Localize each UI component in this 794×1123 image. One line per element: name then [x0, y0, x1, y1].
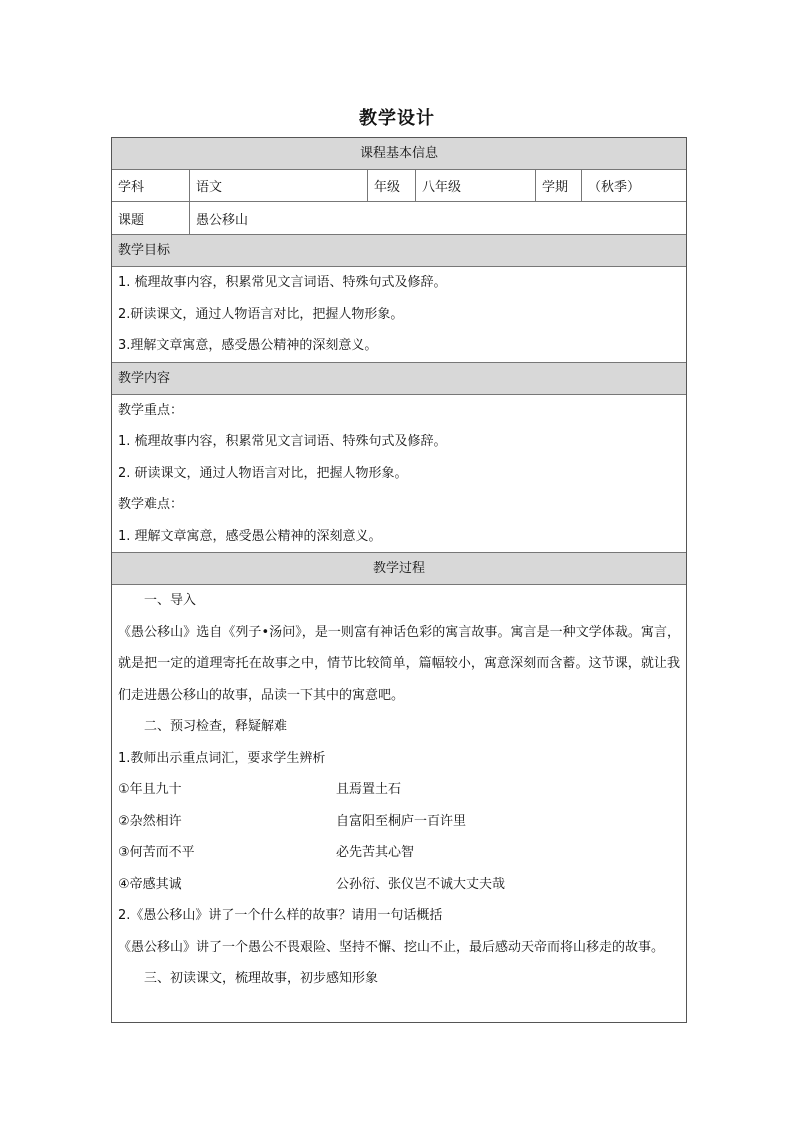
vocab-row — [112, 774, 686, 806]
grade-label: 年级 — [368, 170, 416, 201]
difficult-point-item: 1. 理解文章寓意，感受愚公精神的深刻意义。 — [118, 528, 382, 544]
goal-item: 3.理解文章寓意，感受愚公精神的深刻意义。 — [118, 338, 378, 353]
topic-row — [112, 202, 686, 235]
basic-info-row — [112, 170, 686, 202]
vocab-left: ④帝感其诚 — [118, 876, 182, 892]
goal-item: 2.研读课文，通过人物语言对比，把握人物形象。 — [118, 306, 404, 322]
content-header: 教学内容 — [112, 363, 686, 395]
vocab-right: 自富阳至桐庐一百许里 — [336, 813, 467, 829]
section-preview-heading: 二、预习检查，释疑解难 — [144, 719, 288, 734]
process-body — [112, 585, 686, 1022]
document-title: 教学设计 — [359, 108, 435, 129]
lesson-plan-table — [111, 137, 687, 1023]
key-point-item: 2. 研读课文，通过人物语言对比，把握人物形象。 — [118, 465, 408, 481]
vocab-right: 公孙衍、张仪岂不诚大丈夫哉 — [336, 876, 506, 892]
vocab-row — [112, 837, 686, 869]
vocab-row — [112, 869, 686, 901]
basic-info-header: 课程基本信息 — [112, 138, 686, 170]
vocab-row — [112, 806, 686, 838]
vocab-right: 必先苦其心智 — [336, 845, 415, 860]
difficult-points-label: 教学难点： — [118, 497, 184, 512]
term-label: 学期 — [536, 170, 582, 201]
key-points-label: 教学重点： — [118, 402, 184, 418]
process-header: 教学过程 — [112, 553, 686, 585]
goal-item: 1. 梳理故事内容，积累常见文言词语、特殊句式及修辞。 — [118, 275, 447, 290]
topic-label: 课题 — [112, 202, 190, 234]
term-value: （秋季） — [588, 180, 641, 195]
vocab-left: ①年且九十 — [118, 782, 182, 797]
section-intro-text: 《愚公移山》选自《列子•汤问》，是一则富有神话色彩的寓言故事。寓言是一种文学体裁。寓言，就是把一定的道理寄托在故事之中，情节比较简单，篇幅较小，寓意深刻而含蓄。这节课，就让我们走进愚公移山的故事，品读一下其中的寓意吧。 — [118, 624, 680, 703]
goals-header: 教学目标 — [112, 235, 686, 267]
key-point-item: 1. 梳理故事内容，积累常见文言词语、特殊句式及修辞。 — [118, 434, 447, 449]
content-body — [112, 395, 686, 554]
vocab-left: ②杂然相许 — [118, 813, 182, 829]
goals-body — [112, 267, 686, 363]
grade-value: 八年级 — [416, 170, 536, 201]
subject-value: 语文 — [190, 170, 368, 201]
vocab-left: ③何苦而不平 — [118, 845, 195, 860]
vocab-right: 且焉置土石 — [336, 782, 402, 797]
topic-value: 愚公移山 — [196, 212, 249, 228]
subject-label: 学科 — [112, 170, 190, 201]
question-2-answer: 《愚公移山》讲了一个愚公不畏艰险、坚持不懈、挖山不止，最后感动天帝而将山移走的故事。 — [118, 939, 665, 955]
question-1: 1.教师出示重点词汇，要求学生辨析 — [118, 750, 326, 766]
section-intro-heading: 一、导入 — [144, 593, 197, 608]
question-2: 2.《愚公移山》讲了一个什么样的故事？请用一句话概括 — [118, 908, 443, 923]
section-reading-heading: 三、初读课文，梳理故事，初步感知形象 — [144, 971, 379, 986]
